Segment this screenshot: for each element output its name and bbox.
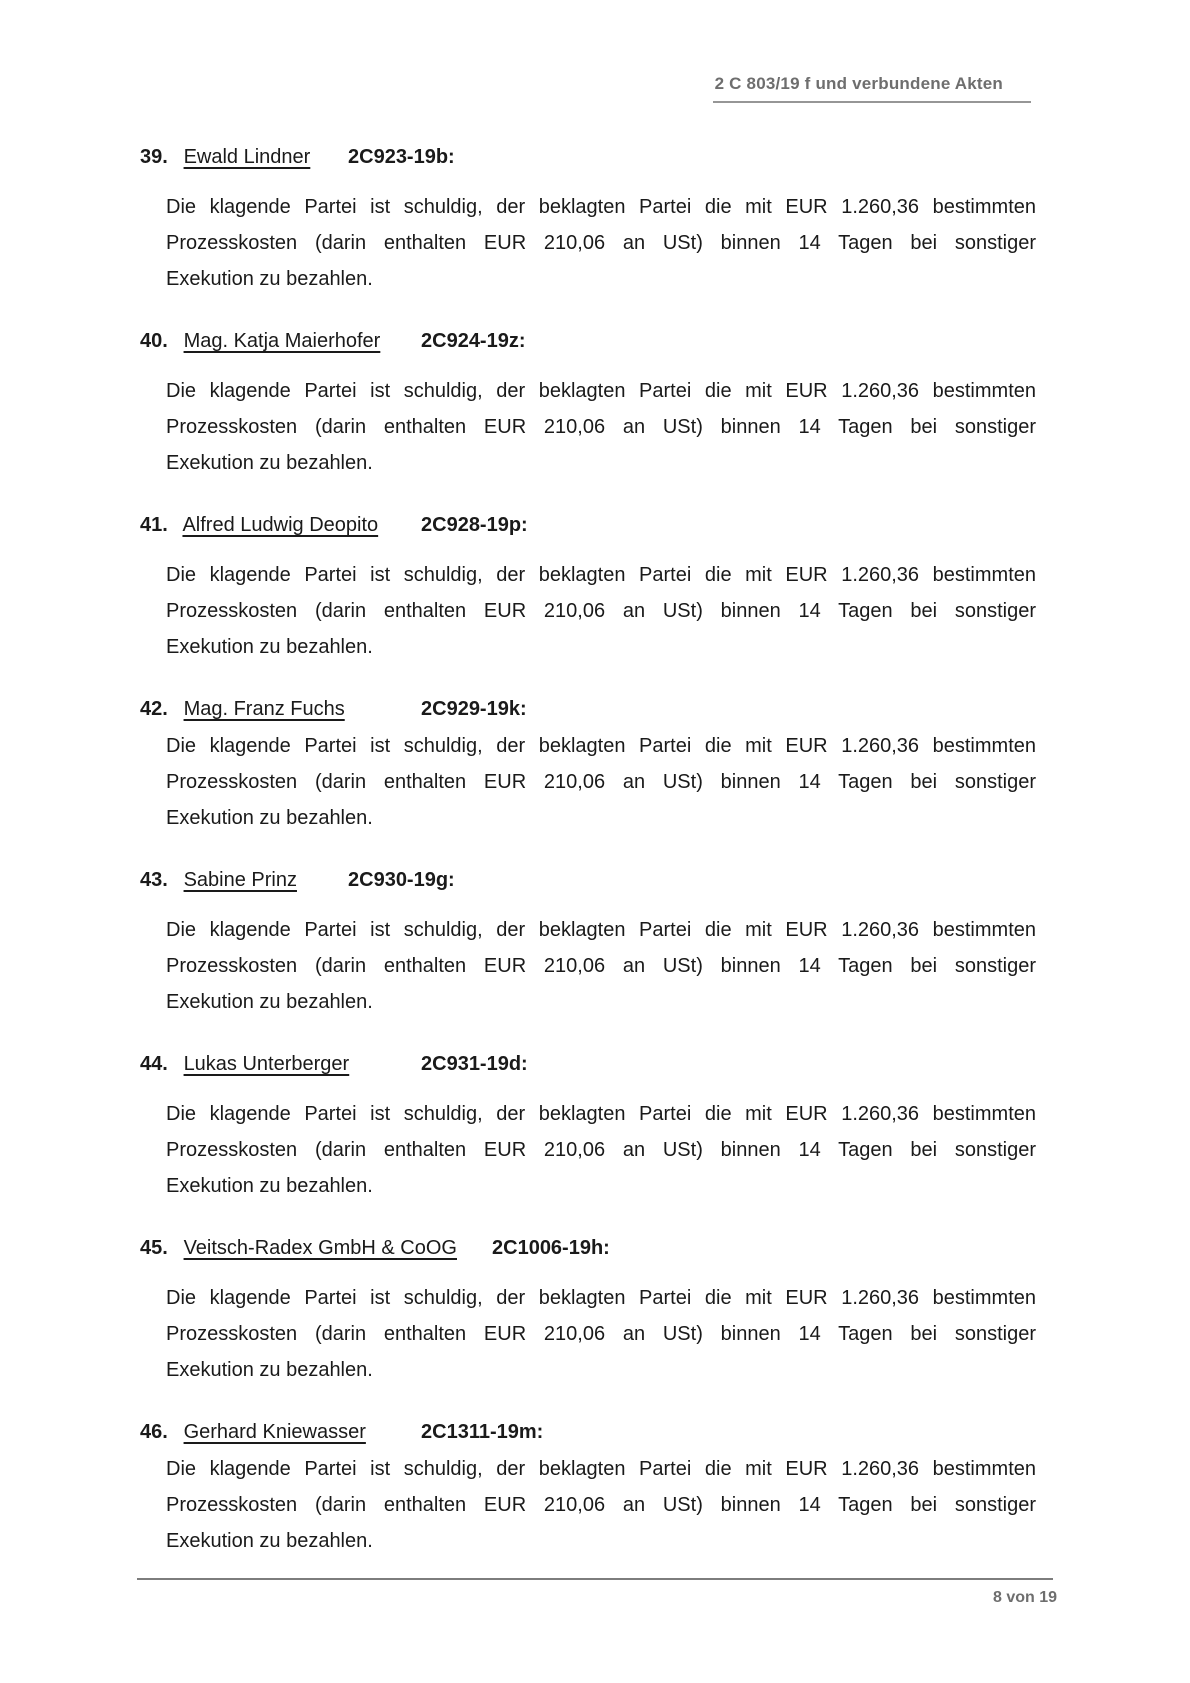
entry-case-number: 2C929-19k: [421,698,527,720]
entry-heading-left [140,1418,421,1446]
paragraph-line: Die klagende Partei ist schuldig, der beklagten Partei die mit EUR 1.260,36 bestimmten [166,196,1036,218]
entry-number: 40. [140,330,168,352]
paragraph-line: Die klagende Partei ist schuldig, der beklagten Partei die mit EUR 1.260,36 bestimmten [166,919,1036,941]
case-reference: 2 C 803/19 f und verbundene Akten [713,74,1031,103]
judgment-paragraph [166,557,1036,665]
entry-number: 41. [140,514,168,536]
entry-number: 45. [140,1237,168,1259]
entry [140,1050,1050,1204]
entry-heading [140,1050,1050,1078]
entry-number: 39. [140,146,168,168]
entry [140,1418,1050,1559]
entries-list [140,143,1050,1589]
paragraph-line: Prozesskosten (darin enthalten EUR 210,06 an USt) binnen 14 Tagen bei sonstiger [166,600,1036,622]
page-header [713,74,1031,103]
judgment-paragraph [166,189,1036,297]
paragraph-line: Die klagende Partei ist schuldig, der beklagten Partei die mit EUR 1.260,36 bestimmten [166,380,1036,402]
entry [140,511,1050,665]
entry-heading [140,1234,1050,1262]
paragraph-line: Prozesskosten (darin enthalten EUR 210,06 an USt) binnen 14 Tagen bei sonstiger [166,416,1036,438]
entry-name: Veitsch-Radex GmbH & CoOG [183,1237,457,1259]
judgment-paragraph [166,1451,1036,1559]
entry-heading [140,866,1050,894]
entry-heading [140,511,1050,539]
paragraph-line: Prozesskosten (darin enthalten EUR 210,06 an USt) binnen 14 Tagen bei sonstiger [166,232,1036,254]
entry-heading [140,143,1050,171]
paragraph-line: Prozesskosten (darin enthalten EUR 210,06 an USt) binnen 14 Tagen bei sonstiger [166,1494,1036,1516]
entry-number: 42. [140,698,168,720]
entry-name: Ewald Lindner [183,146,311,168]
entry [140,143,1050,297]
paragraph-line: Exekution zu bezahlen. [166,991,373,1013]
entry-heading [140,695,1050,723]
paragraph-line: Die klagende Partei ist schuldig, der beklagten Partei die mit EUR 1.260,36 bestimmten [166,564,1036,586]
entry-name: Sabine Prinz [183,869,297,891]
judgment-paragraph [166,1280,1036,1388]
paragraph-line: Exekution zu bezahlen. [166,1359,373,1381]
judgment-paragraph [166,1096,1036,1204]
paragraph-line: Die klagende Partei ist schuldig, der beklagten Partei die mit EUR 1.260,36 bestimmten [166,1103,1036,1125]
entry [140,1234,1050,1388]
entry-case-number: 2C923-19b: [348,146,455,168]
entry-number: 43. [140,869,168,891]
entry-heading [140,327,1050,355]
entry-number: 46. [140,1421,168,1443]
page-number-indicator: 8 von 19 [992,1589,1057,1606]
paragraph-line: Prozesskosten (darin enthalten EUR 210,06 an USt) binnen 14 Tagen bei sonstiger [166,1139,1036,1161]
entry-heading-left [140,695,421,723]
paragraph-line: Prozesskosten (darin enthalten EUR 210,06 an USt) binnen 14 Tagen bei sonstiger [166,955,1036,977]
entry-heading-left [140,511,421,539]
paragraph-line: Exekution zu bezahlen. [166,636,373,658]
footer-rule [137,1578,1053,1580]
entry-name: Lukas Unterberger [183,1053,350,1075]
entry-heading-left [140,1050,421,1078]
paragraph-line: Prozesskosten (darin enthalten EUR 210,06 an USt) binnen 14 Tagen bei sonstiger [166,771,1036,793]
paragraph-line: Die klagende Partei ist schuldig, der beklagten Partei die mit EUR 1.260,36 bestimmten [166,1458,1036,1480]
paragraph-line: Exekution zu bezahlen. [166,1530,373,1552]
entry-heading-left [140,1234,492,1262]
entry-case-number: 2C1006-19h: [492,1237,610,1259]
judgment-paragraph [166,912,1036,1020]
entry-name: Mag. Franz Fuchs [183,698,345,720]
judgment-paragraph [166,728,1036,836]
entry-case-number: 2C1311-19m: [421,1421,544,1443]
entry [140,866,1050,1020]
entry-name: Alfred Ludwig Deopito [182,514,379,536]
paragraph-line: Exekution zu bezahlen. [166,268,373,290]
paragraph-line: Prozesskosten (darin enthalten EUR 210,06 an USt) binnen 14 Tagen bei sonstiger [166,1323,1036,1345]
entry-name: Gerhard Kniewasser [183,1421,366,1443]
entry-case-number: 2C931-19d: [421,1053,528,1075]
paragraph-line: Exekution zu bezahlen. [166,452,373,474]
entry [140,327,1050,481]
entry-case-number: 2C928-19p: [421,514,528,536]
entry-heading-left [140,866,348,894]
entry-case-number: 2C930-19g: [348,869,455,891]
entry-heading [140,1418,1050,1446]
paragraph-line: Die klagende Partei ist schuldig, der beklagten Partei die mit EUR 1.260,36 bestimmten [166,735,1036,757]
paragraph-line: Exekution zu bezahlen. [166,807,373,829]
entry [140,695,1050,836]
entry-case-number: 2C924-19z: [421,330,526,352]
paragraph-line: Die klagende Partei ist schuldig, der beklagten Partei die mit EUR 1.260,36 bestimmten [166,1287,1036,1309]
entry-heading-left [140,327,421,355]
entry-heading-left [140,143,348,171]
entry-name: Mag. Katja Maierhofer [183,330,381,352]
judgment-paragraph [166,373,1036,481]
entry-number: 44. [140,1053,168,1075]
paragraph-line: Exekution zu bezahlen. [166,1175,373,1197]
